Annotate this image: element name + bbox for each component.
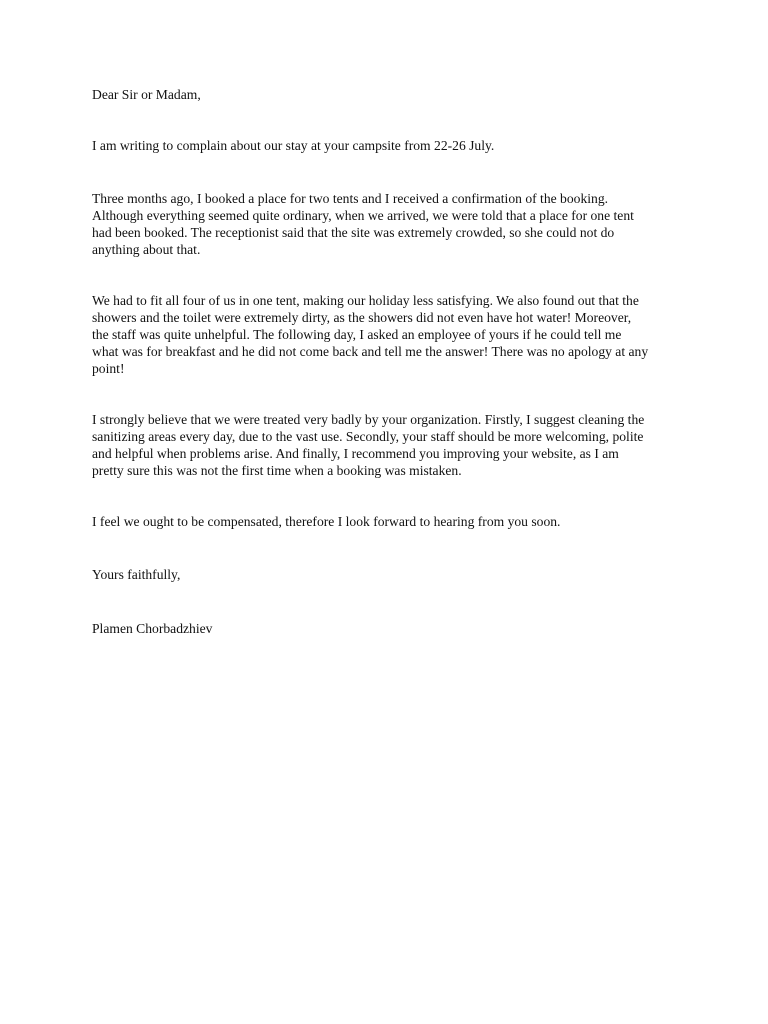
closing <box>92 566 707 583</box>
paragraph-line: anything about that. <box>92 242 201 257</box>
signature-name: Plamen Chorbadzhiev <box>92 621 213 636</box>
paragraph-line: We had to fit all four of us in one tent, making our holiday less satisfying. We also found out that the <box>92 293 639 308</box>
paragraph-line: sanitizing areas every day, due to the vast use. Secondly, your staff should be more welcoming, polite <box>92 429 644 444</box>
booking-paragraph <box>92 190 707 258</box>
suggestions-paragraph <box>92 411 707 479</box>
closing-text: Yours faithfully, <box>92 567 181 582</box>
complaint-paragraph <box>92 292 707 377</box>
paragraph-line: and helpful when problems arise. And finally, I recommend you improving your website, as I am <box>92 446 619 461</box>
paragraph-line: what was for breakfast and he did not come back and tell me the answer! There was no apology at any <box>92 344 649 359</box>
salutation-text: Dear Sir or Madam, <box>92 87 201 102</box>
paragraph-line: pretty sure this was not the first time when a booking was mistaken. <box>92 463 462 478</box>
paragraph-line: Three months ago, I booked a place for two tents and I received a confirmation of the booking. <box>92 191 609 206</box>
paragraph-line: I feel we ought to be compensated, therefore I look forward to hearing from you soon. <box>92 514 561 529</box>
paragraph-line: point! <box>92 361 125 376</box>
paragraph-line: I strongly believe that we were treated very badly by your organization. Firstly, I suggest cleaning the <box>92 412 645 427</box>
signature <box>92 620 707 637</box>
intro-text: I am writing to complain about our stay at your campsite from 22-26 July. <box>92 138 495 153</box>
paragraph-line: the staff was quite unhelpful. The following day, I asked an employee of yours if he could tell me <box>92 327 622 342</box>
salutation <box>92 86 707 103</box>
intro-paragraph <box>92 137 707 154</box>
paragraph-line: showers and the toilet were extremely dirty, as the showers did not even have hot water! Moreover, <box>92 310 632 325</box>
paragraph-line: had been booked. The receptionist said that the site was extremely crowded, so she could not do <box>92 225 615 240</box>
paragraph-line: Although everything seemed quite ordinary, when we arrived, we were told that a place for one tent <box>92 208 634 223</box>
compensation-paragraph <box>92 513 707 530</box>
